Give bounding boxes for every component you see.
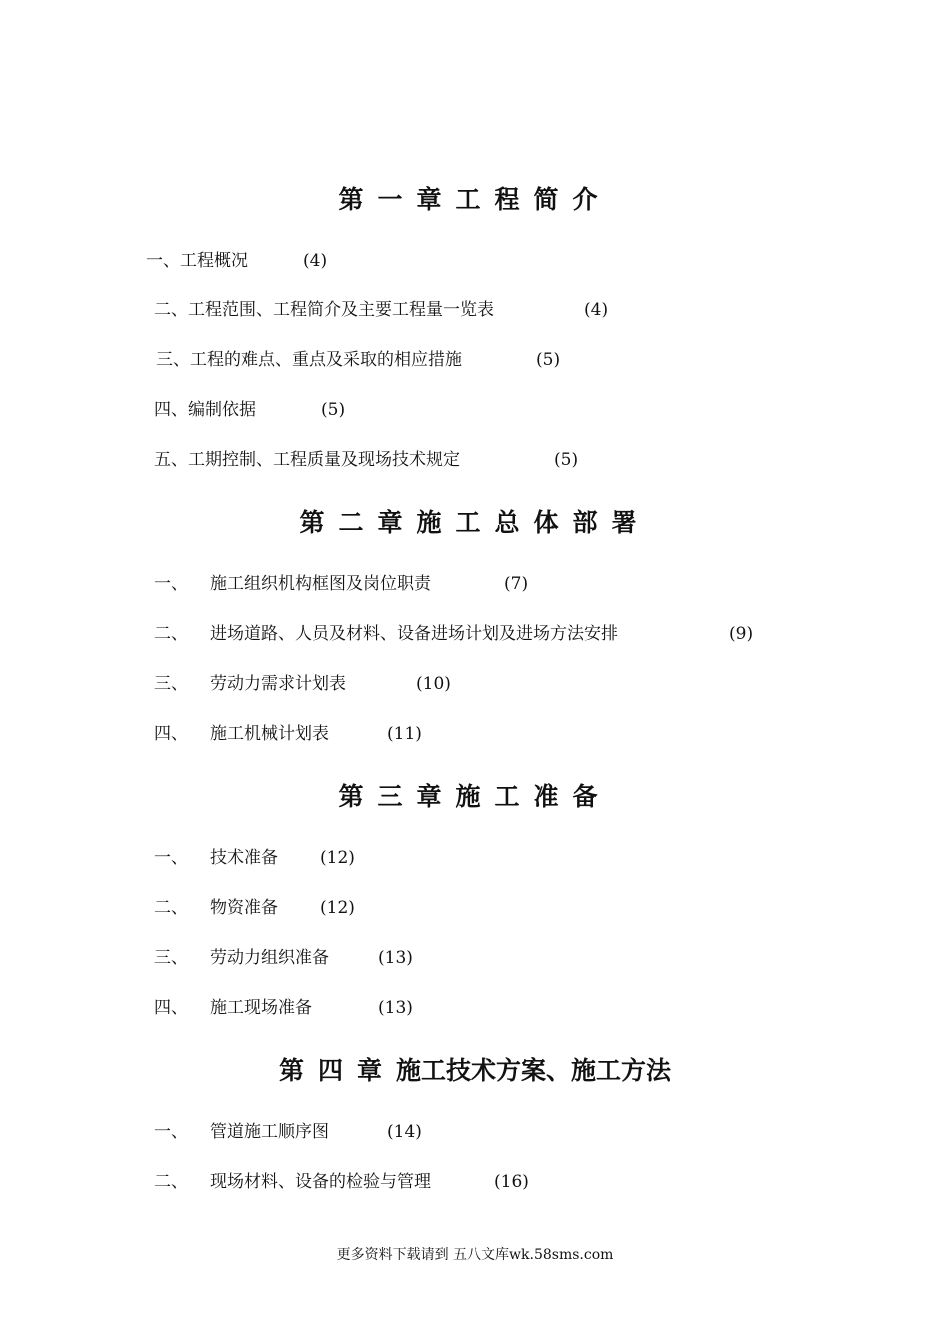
toc-entry-number: 一、 [154, 574, 188, 594]
toc-entry-text: 施工机械计划表 [210, 724, 329, 744]
toc-entry-text: 施工现场准备 [210, 998, 312, 1018]
chapter-2-title: 第二章施工总体部署 [299, 508, 651, 537]
footer-note: 更多资料下载请到 五八文库wk.58sms.com [336, 1247, 614, 1263]
chapter-4-title-prefix: 第四章 [278, 1056, 396, 1085]
chapter-1-title: 第一章工程简介 [338, 185, 612, 214]
toc-entry-page: (14) [387, 1122, 422, 1142]
toc-entry-text: 管道施工顺序图 [210, 1122, 329, 1142]
toc-entry-number: 四、 [154, 998, 188, 1018]
toc-entry-text: 技术准备 [210, 848, 278, 868]
toc-entry-text: 物资准备 [210, 898, 278, 918]
toc-entry-page: (13) [378, 998, 413, 1018]
toc-entry-page: (13) [378, 948, 413, 968]
toc-entry-page: (12) [320, 898, 355, 918]
toc-entry-number: 二、 [154, 898, 188, 918]
toc-entry-page: (7) [504, 574, 529, 594]
toc-entry-text: 三、工程的难点、重点及采取的相应措施 [156, 350, 462, 370]
chapter-4-title [0, 1056, 950, 1086]
toc-entry-text: 五、工期控制、工程质量及现场技术规定 [154, 450, 460, 470]
toc-entry-text: 一、工程概况 [146, 251, 248, 271]
toc-entry-text: 进场道路、人员及材料、设备进场计划及进场方法安排 [210, 624, 618, 644]
toc-entry-page: (4) [584, 300, 609, 320]
toc-entry-number: 一、 [154, 848, 188, 868]
toc-entry-page: (5) [554, 450, 579, 470]
toc-entry-page: (4) [303, 251, 328, 271]
toc-entry-number: 三、 [154, 948, 188, 968]
toc-entry-page: (5) [321, 400, 346, 420]
toc-entry-text: 施工组织机构框图及岗位职责 [210, 574, 431, 594]
toc-entry-page: (16) [494, 1172, 529, 1192]
toc-entry-page: (11) [387, 724, 422, 744]
toc-entry-number: 二、 [154, 624, 188, 644]
toc-entry-number: 一、 [154, 1122, 188, 1142]
chapter-4-title-suffix: 施工技术方案、施工方法 [396, 1056, 672, 1085]
toc-entry-number: 四、 [154, 724, 188, 744]
toc-entry-page: (10) [416, 674, 451, 694]
toc-entry-text: 劳动力需求计划表 [210, 674, 346, 694]
toc-entry-number: 三、 [154, 674, 188, 694]
toc-entry-text: 现场材料、设备的检验与管理 [210, 1172, 431, 1192]
toc-entry-text: 劳动力组织准备 [210, 948, 329, 968]
chapter-3-title: 第三章施工准备 [338, 782, 612, 811]
toc-entry-text: 二、工程范围、工程简介及主要工程量一览表 [154, 300, 494, 320]
toc-entry-number: 二、 [154, 1172, 188, 1192]
toc-entry-page: (9) [729, 624, 754, 644]
toc-entry-page: (12) [320, 848, 355, 868]
toc-entry-text: 四、编制依据 [154, 400, 256, 420]
toc-entry-page: (5) [536, 350, 561, 370]
